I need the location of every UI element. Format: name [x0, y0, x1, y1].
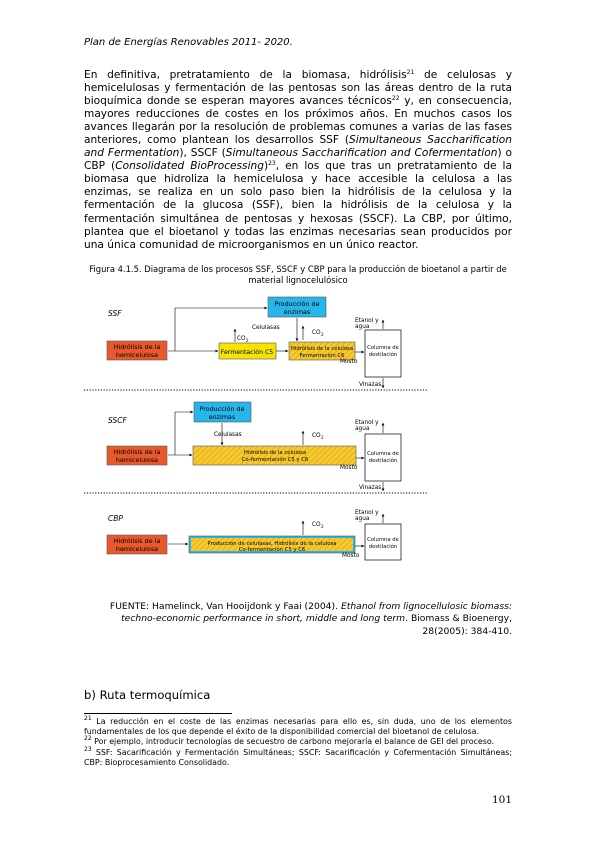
box-text: enzimas [283, 308, 311, 316]
co2-label: CO [237, 336, 246, 342]
text-run: y, en consecuencia, mayores reducciones de costes en los próximos años. En muchos casos los avances llegarán por la resolución de problemas comunes a varias de las fases anteriores, como plantean los desarrollos SSF ( [84, 95, 512, 147]
box-text: hemicelulosa [115, 545, 159, 553]
sscf-label: SSCF [108, 416, 127, 425]
footnote-22 [84, 737, 512, 747]
box-text: Hidrólisis de la [113, 343, 161, 351]
co2-label: CO [312, 330, 321, 336]
box-text: Co-fermentación C5 y C6 [238, 547, 306, 553]
box-text: Columna de [367, 537, 399, 543]
text-run: ) [263, 160, 269, 173]
running-header: Plan de Energías Renovables 2011- 2020. [84, 37, 293, 48]
co2-label: CO [312, 522, 321, 528]
body-paragraph [84, 69, 512, 252]
mosto-label: Mosto [342, 553, 360, 559]
text-run: ), SSCF ( [179, 147, 226, 160]
box-text: Hidrólisis de la [113, 537, 161, 545]
ssf-section [107, 297, 401, 388]
etanol-label: agua [355, 324, 370, 330]
italic-term: Simultaneous Saccharification and Cofermentation [225, 147, 498, 160]
footnote-text: La reducción en el coste de las enzimas necesarias para ello es, sin duda, uno de los elementos fundamentales de los que depende el éxito de la disponibilidad comercial del bioetanol de celulosa. [84, 717, 512, 737]
footnote-ref-21[interactable]: 21 [406, 69, 415, 76]
text-run: de celulosas y hemicelulosas y fermentación de las pentosas son las áreas dentro de la ruta bioquímica donde se esperan mayores avances técnicos [84, 69, 512, 108]
cbp-label: CBP [108, 514, 123, 523]
source-text: FUENTE: Hamelinck, Van Hooijdonk y Faai (2004). [109, 601, 341, 612]
figure-caption: Figura 4.1.5. Diagrama de los procesos SSF, SSCF y CBP para la producción de bioetanol a partir de material lignocelulósico [89, 264, 507, 285]
vinazas-label: Vinazas [359, 485, 382, 491]
footnotes [84, 717, 512, 768]
box-text: Columna de [367, 451, 399, 457]
box-text: Hidrólisis de la celulosa [243, 450, 307, 456]
co2-sub: 2 [321, 332, 324, 337]
celulasas-label: Celulasas [252, 325, 280, 331]
footnote-21 [84, 717, 512, 737]
footnote-number: 23 [84, 745, 92, 753]
text-run: ) o CBP ( [84, 147, 512, 173]
box-text: Columna de [367, 345, 399, 351]
source-text: . Biomass & Bioenergy, 28(2005): 384-410. [405, 613, 512, 637]
box-text: Fermentación C6 [299, 353, 345, 359]
box-text: Producción de [199, 405, 245, 413]
box-text: Co-fermentación C5 y C6 [241, 457, 309, 463]
footnote-separator [84, 713, 232, 714]
footnote-number: 22 [84, 735, 92, 743]
box-text: destilación [368, 544, 398, 550]
mosto-label: Mosto [340, 465, 358, 471]
etanol-label: Etanol y [355, 318, 379, 324]
box-text: Hidrólisis de la [113, 448, 161, 456]
co2-sub: 2 [246, 338, 249, 343]
italic-term: Consolidated BioProcessing [115, 160, 264, 173]
footnote-text: Por ejemplo, introducir tecnologías de secuestro de carbono mejoraría el balance de GEI del proceso. [91, 737, 495, 747]
co2-sub: 2 [321, 435, 324, 440]
figure-source [84, 601, 512, 638]
celulasas-label: Celulasas [214, 432, 242, 438]
etanol-label: agua [355, 516, 370, 522]
box-text: Fermentación C5 [220, 349, 274, 356]
cbp-section [107, 510, 401, 560]
co2-sub: 2 [321, 524, 324, 529]
sscf-section [107, 402, 401, 491]
etanol-label: Etanol y [355, 420, 379, 426]
footnote-text: SSF: Sacarificación y Fermentación Simultáneas; SSCF: Sacarificación y Cofermentación Simultáneas; CBP: Bioprocesamiento Consolidado. [84, 747, 512, 767]
footnote-ref-23[interactable]: 23 [268, 160, 276, 168]
box-text: Producción de celulasas, Hidrólisis de la celulosa [207, 541, 337, 547]
text-run: En definitiva, pretratamiento de la biomasa, hidrólisis [84, 69, 407, 81]
box-text: destilación [368, 352, 398, 358]
co2-label: CO [312, 433, 321, 439]
footnote-23 [84, 745, 512, 768]
ssf-label: SSF [108, 309, 122, 318]
footnote-ref-22[interactable]: 22 [391, 95, 400, 103]
mosto-label: Mosto [340, 359, 358, 365]
box-text: Hidrólisis de la celulosa [290, 346, 354, 352]
etanol-label: agua [355, 426, 370, 432]
box-text: enzimas [208, 413, 236, 421]
section-heading: b) Ruta termoquímica [84, 688, 211, 702]
box-text: hemicelulosa [115, 351, 159, 359]
footnote-number: 21 [84, 715, 92, 722]
box-text: hemicelulosa [115, 456, 159, 464]
source-title: Ethanol from lignocellulosic biomass: techno-economic performance in short, middle and long term [121, 601, 512, 625]
page-number: 101 [491, 794, 512, 806]
process-diagram [84, 292, 428, 566]
text-run: , en los que tras un pretratamiento de la biomasa que hidroliza la hemicelulosa y hace accesible la celulosa a las enzimas, se realiza en un solo paso bien la hidrólisis de la celulosa y la fermentación de la glucosa (SSF), bien la hidrólisis de la celulosa y la fermentación simultánea de pentosas y hexosas (SSCF). La CBP, por último, plantea que el bioetanol y todas las enzimas necesarias sean producidos por una única comunidad de microorganismos en un único reactor. [84, 160, 512, 251]
vinazas-label: Vinazas [359, 382, 382, 388]
italic-term: Simultaneous Saccharification and Fermentation [84, 134, 512, 160]
box-text: destilación [368, 458, 398, 464]
box-text: Producción de [274, 300, 320, 308]
etanol-label: Etanol y [355, 510, 379, 516]
